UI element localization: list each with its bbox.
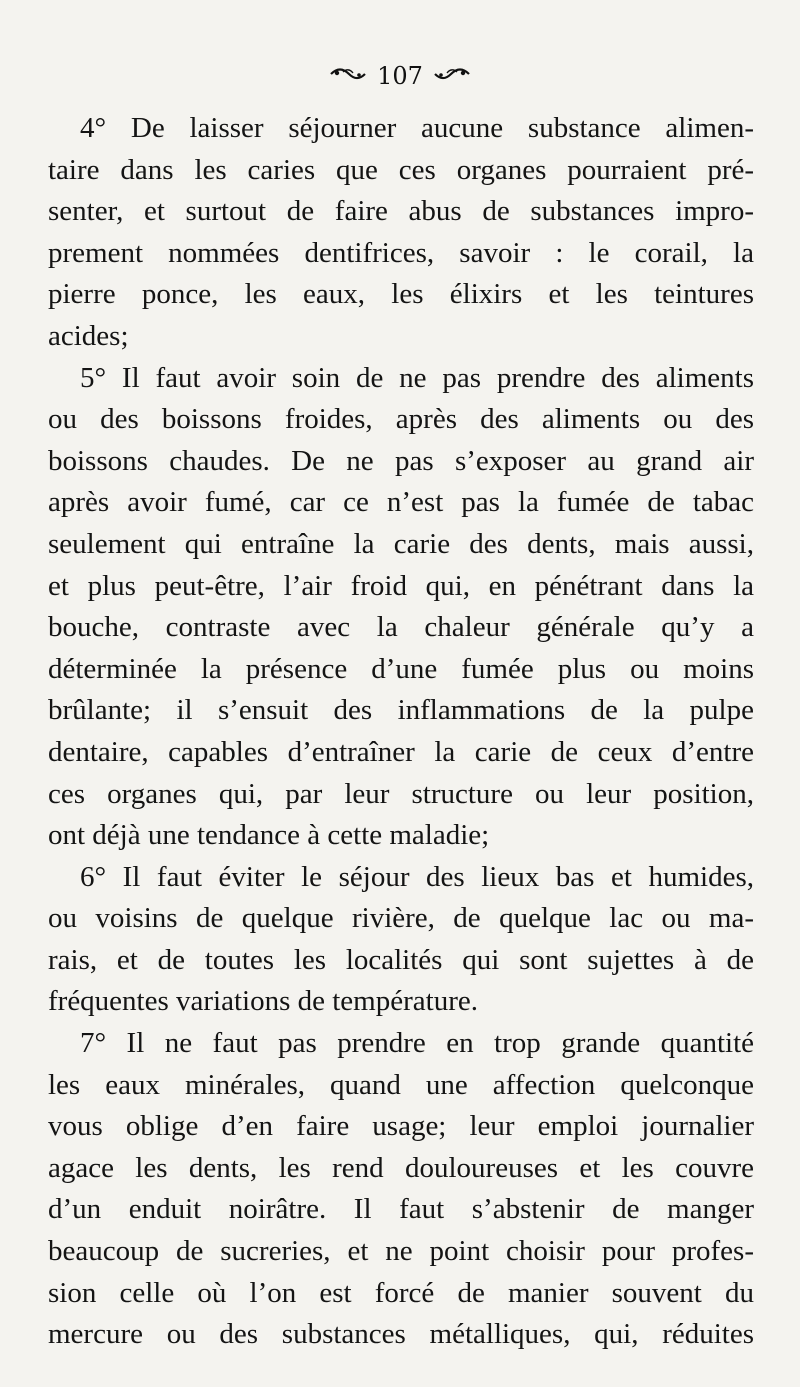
text-line: les eaux minérales, quand une affection quelconque xyxy=(48,1068,754,1101)
text-line: seulement qui entraîne la carie des dents, mais aussi, xyxy=(48,527,754,560)
text-line: 5° Il faut avoir soin de ne pas prendre des aliments xyxy=(80,361,754,394)
text-line: agace les dents, les rend douloureuses et les couvre xyxy=(48,1151,754,1184)
page-header xyxy=(0,56,800,96)
text-line: sion celle où l’on est forcé de manier souvent du xyxy=(48,1276,754,1309)
text-line: mercure ou des substances métalliques, qui, réduites xyxy=(48,1318,754,1351)
text-line: 6° Il faut éviter le séjour des lieux bas et humides, xyxy=(80,860,754,893)
text-line: rais, et de toutes les localités qui sont sujettes à de xyxy=(48,943,754,976)
text-line: brûlante; il s’ensuit des inflammations de la pulpe xyxy=(48,694,754,727)
body-text xyxy=(48,108,754,1356)
text-line: 7° Il ne faut pas prendre en trop grande quantité xyxy=(80,1027,754,1060)
text-line: après avoir fumé, car ce n’est pas la fumée de tabac xyxy=(48,486,754,519)
text-line: vous oblige d’en faire usage; leur emploi journalier xyxy=(48,1110,754,1143)
text-line: senter, et surtout de faire abus de substances impro- xyxy=(48,195,754,228)
text-line: beaucoup de sucreries, et ne point choisir pour profes- xyxy=(48,1235,754,1268)
text-line: ont déjà une tendance à cette maladie; xyxy=(48,819,490,852)
text-line: boissons chaudes. De ne pas s’exposer au grand air xyxy=(48,444,754,477)
text-line: ces organes qui, par leur structure ou leur position, xyxy=(48,777,754,810)
text-line: prement nommées dentifrices, savoir : le corail, la xyxy=(48,236,754,269)
text-line: d’un enduit noirâtre. Il faut s’abstenir de manger xyxy=(48,1193,754,1226)
text-line: dentaire, capables d’entraîner la carie de ceux d’entre xyxy=(48,735,754,768)
fleuron-right-icon xyxy=(433,65,471,87)
page-number: 107 xyxy=(377,62,423,90)
fleuron-left-icon xyxy=(329,65,367,87)
text-line: acides; xyxy=(48,319,129,352)
text-line: déterminée la présence d’une fumée plus ou moins xyxy=(48,652,754,685)
text-line: taire dans les caries que ces organes pourraient pré- xyxy=(48,153,754,186)
text-line: bouche, contraste avec la chaleur générale qu’y a xyxy=(48,611,754,644)
text-line: pierre ponce, les eaux, les élixirs et les teintures xyxy=(48,278,754,311)
text-line: ou voisins de quelque rivière, de quelque lac ou ma- xyxy=(48,902,754,935)
text-line: fréquentes variations de température. xyxy=(48,985,478,1018)
text-line: et plus peut-être, l’air froid qui, en pénétrant dans la xyxy=(48,569,754,602)
text-line: ou des boissons froides, après des aliments ou des xyxy=(48,403,754,436)
text-line: 4° De laisser séjourner aucune substance alimen- xyxy=(80,112,754,144)
